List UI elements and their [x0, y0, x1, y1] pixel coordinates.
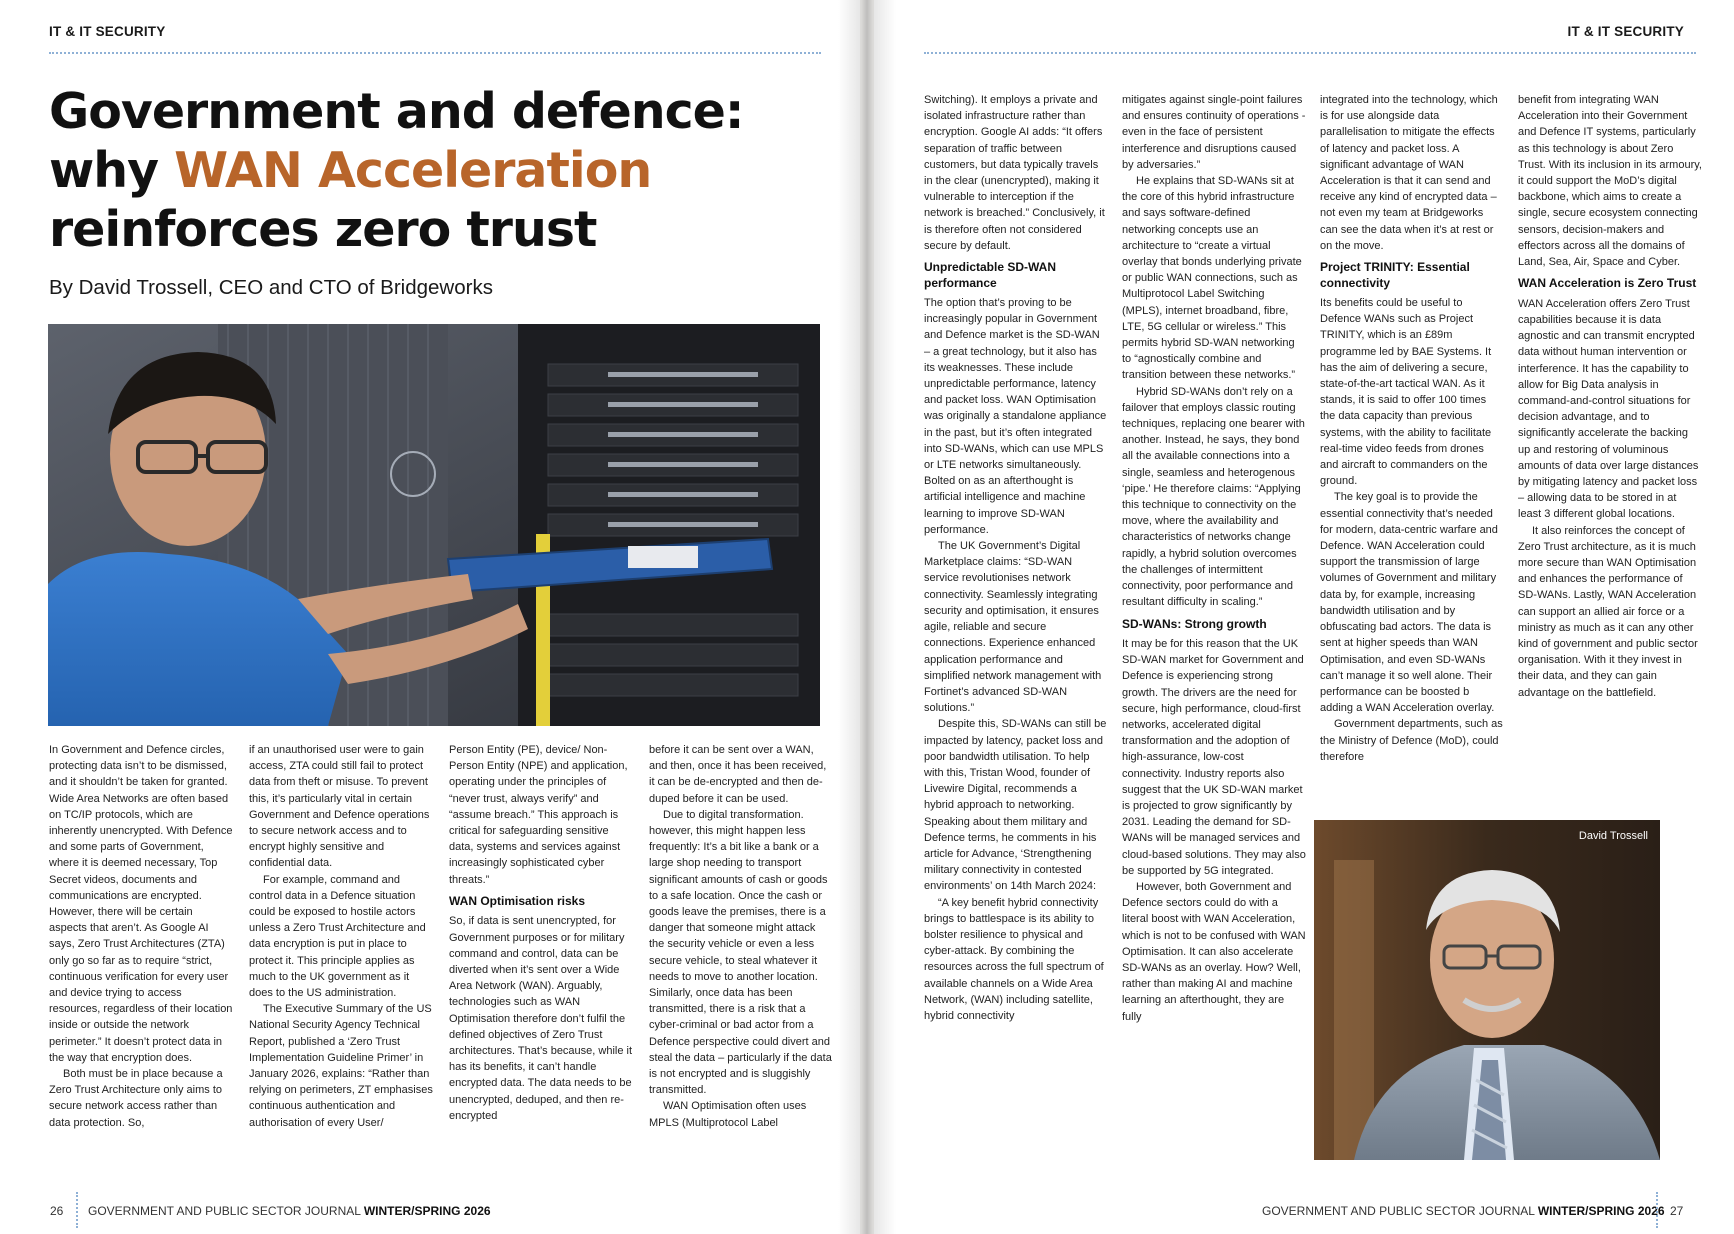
paragraph: WAN Optimisation often uses MPLS (Multiprotocol Label — [649, 1100, 807, 1129]
journal-footer — [1262, 1204, 1665, 1218]
paragraph: It also reinforces the concept of Zero Trust architecture, as it is much more secure than WAN Optimisation and enhances the performance of SD-WANs. Lastly, WAN Acceleration can support an allied air force or a ministry as much as it can any other kind of government and public sector organisation. With it they invest in their data, and they can gain advantage on the battlefield. — [1518, 524, 1698, 699]
paragraph: WAN Acceleration offers Zero Trust capabilities because it is data agnostic and can transmit encrypted data without human intervention or interference. It has the capability to allow for Big Data analysis in command-and-control situations for decision advantage, and to significantly accelerate the backing up and restoring of voluminous amounts of data over large distances by mitigating latency and packet loss – allowing data to be stored in at least 3 different global locations. — [1518, 297, 1699, 521]
journal-issue: WINTER/SPRING 2026 — [1537, 1204, 1665, 1218]
paragraph: Hybrid SD-WANs don’t rely on a failover that employs classic routing techniques, replacing one bearer with another. Instead, he says, they bond all the available connections into a single, seamless and heterogenous ‘pipe.’ He therefore claims: “Applying this technique to connectivity on the move, where the availability and characteristics of networks change rapidly, a hybrid solution overcomes the challenges of intermittent connectivity, poor performance and resultant difficulty in scaling.” — [1122, 385, 1305, 609]
paragraph: Despite this, SD-WANs can still be impacted by latency, packet loss and poor bandwidth utilisation. To help with this, Tristan Wood, founder of Livewire Digital, recommends a hybrid approach to networking. Speaking about them military and Defence terms, he comments in his article for Advance, ‘Strengthening military connectivity in contested environments’ on 14th March 2024: — [924, 718, 1107, 893]
page-number: 27 — [1670, 1204, 1684, 1218]
text-column — [1320, 92, 1504, 765]
headline-accent: WAN Acceleration — [174, 142, 652, 199]
paragraph: So, if data is sent unencrypted, for Government purposes or for military command and control, data can be diverted when it’s sent over a Wide Area Network (WAN). Arguably, technologies such as WAN Optimisation therefore don’t fulfil the defined objectives of Zero Trust architectures. That’s because, while it has its benefits, it can’t handle encrypted data. The data needs to be unencrypted, deduped, and then re-encrypted — [449, 915, 633, 1122]
paragraph: In Government and Defence circles, protecting data isn’t to be dismissed, and it shouldn’t be taken for granted. Wide Area Networks are often based on TC/IP protocols, which are inherently unencrypted. With Defence and some parts of Government, where it is deemed necessary, Top Secret videos, documents and communications are encrypted. However, there will be certain aspects that aren’t. As Google AI says, Zero Trust Architectures (ZTA) only go so far as to require “strict, continuous verification for every user and device trying to access resources, regardless of their location inside or outside the network perimeter.” It doesn’t protect data in the way that encryption does. — [49, 744, 233, 1064]
paragraph: if an unauthorised user were to gain access, ZTA could still fail to protect data from theft or misuse. To prevent this, it’s particularly vital in certain Government and Defence operations to secure network access and to encrypt highly sensitive and confidential data. — [249, 744, 430, 870]
page-number: 26 — [50, 1204, 64, 1218]
server-rack-photo — [48, 324, 820, 726]
paragraph: The Executive Summary of the US National Security Agency Technical Report, published a ‘Zero Trust Implementation Guideline Primer’ in January 2026, explains: “Rather than relying on perimeters, ZT emphasises continuous authentication and authorisation of every User/ — [249, 1003, 433, 1129]
folio-divider — [1656, 1192, 1658, 1228]
headline-line-2-prefix: why — [49, 142, 175, 199]
paragraph: It may be for this reason that the UK SD-WAN market for Government and Defence is experiencing strong growth. The drivers are the need for secure, high performance, cloud-first networks, accelerated digital transformation and the adoption of high-assurance, low-cost connectivity. Industry reports also suggest that the UK SD-WAN market is projected to grow significantly by 2031. Leading the demand for SD-WANs will be managed services and cloud-based solutions. They may also be supported by 5G integrated. — [1122, 638, 1306, 877]
paragraph: For example, command and control data in a Defence situation could be exposed to hostile actors unless a Zero Trust Architecture and data encryption is put in place to protect it. This principle applies as much to the UK government as it does to the US administration. — [249, 873, 426, 1000]
text-column — [1122, 92, 1306, 1025]
paragraph: He explains that SD-WANs sit at the core of this hybrid infrastructure and says software-defined networking concepts use an architecture to “create a virtual overlay that bonds underlying private or public WAN connections, such as Multiprotocol Label Switching (MPLS), internet broadband, fibre, LTE, 5G cellular or wireless.” This permits hybrid SD-WAN networking to “agnostically combine and transition between these networks.” — [1122, 175, 1302, 382]
journal-issue: WINTER/SPRING 2026 — [363, 1204, 491, 1218]
section-heading: Unpredictable SD-WAN performance — [924, 260, 1057, 290]
headline-line-1: Government and defence: — [49, 83, 744, 140]
journal-name: GOVERNMENT AND PUBLIC SECTOR JOURNAL — [88, 1204, 361, 1218]
paragraph: mitigates against single-point failures and ensures continuity of operations - even in the face of persistent interference and disruptions caused by adversaries.” — [1122, 94, 1306, 171]
text-column — [249, 742, 433, 1131]
paragraph: Switching). It employs a private and isolated infrastructure rather than encryption. Google AI adds: “It offers separation of traffic between customers, but data typically travels in the clear (unencrypted), making it vulnerable to interception if the network is breached.” Conclusively, it is therefore often not considered secure by default. — [924, 94, 1105, 252]
text-column — [1518, 92, 1702, 701]
journal-footer — [88, 1204, 491, 1218]
paragraph: before it can be sent over a WAN, and then, once it has been received, it can be de-encrypted and then de-duped before it can be used. — [649, 744, 827, 805]
paragraph: The key goal is to provide the essential connectivity that’s needed for modern, data-centric warfare and Defence. WAN Acceleration could support the transmission of large volumes of Government and military data by, for example, increasing bandwidth utilisation and by obfuscating bad actors. The data is sent at higher speeds than WAN Optimisation, and even SD-WANs can’t manage it so well alone. Their performance can be boosted b adding a WAN Acceleration overlay. — [1320, 491, 1498, 715]
text-column — [649, 742, 833, 1131]
paragraph: integrated into the technology, which is for use alongside data parallelisation to mitigate the effects of latency and packet loss. A significant advantage of WAN Acceleration is that it can send and receive any kind of encrypted data – not even my team at Bridgeworks can see the data when it’s at rest or on the move. — [1320, 94, 1498, 252]
left-page — [0, 0, 860, 1234]
paragraph: Due to digital transformation. however, this might happen less frequently: It’s a bit like a bank or a large shop needing to transport significant amounts of cash or goods to a safe location. Once the cash or goods leave the premises, there is a danger that someone might attack the security vehicle or even a less secure vehicle, to steal whatever it needs to move to another location. Similarly, once data has been transmitted, there is a risk that a cyber-criminal or bad actor from a Defence perspective could divert and steal the data – particularly if the data is not encrypted and is sluggishly transmitted. — [649, 808, 832, 1097]
paragraph: Person Entity (PE), device/ Non-Person Entity (NPE) and application, operating under the principles of “never trust, always verify” and “assume breach.” This approach is critical for safeguarding sensitive data, systems and services against increasingly sophisticated cyber threats.” — [449, 744, 628, 886]
headline — [49, 82, 789, 259]
headline-line-3: reinforces zero trust — [49, 201, 597, 258]
paragraph: However, both Government and Defence sectors could do with a literal boost with WAN Acceleration, which is not to be confused with WAN Optimisation. It can also accelerate SD-WANs as an overlay. How? Well, rather than making AI and machine learning an afterthought, they are fully — [1122, 881, 1306, 1023]
section-label: IT & IT SECURITY — [1567, 24, 1684, 39]
byline: By David Trossell, CEO and CTO of Bridgeworks — [49, 276, 493, 299]
journal-name: GOVERNMENT AND PUBLIC SECTOR JOURNAL — [1262, 1204, 1535, 1218]
paragraph: Its benefits could be useful to Defence WANs such as Project TRINITY, which is an £89m programme led by BAE Systems. It has the aim of delivering a secure, state-of-the-art tactical WAN. As it stands, it is said to offer 100 times the data capacity than previous systems, with the ability to facilitate real-time video feeds from drones and aircraft to commanders on the ground. — [1320, 297, 1492, 488]
section-heading: SD-WANs: Strong growth — [1122, 616, 1267, 631]
text-column — [924, 92, 1108, 1024]
section-heading: WAN Acceleration is Zero Trust — [1518, 276, 1697, 291]
paragraph: Government departments, such as the Ministry of Defence (MoD), could therefore — [1320, 718, 1503, 763]
text-column — [49, 742, 233, 1131]
portrait-photo — [1314, 820, 1660, 1160]
spine-shadow — [838, 0, 896, 1234]
portrait-caption: David Trossell — [1578, 830, 1648, 842]
header-rule — [49, 52, 821, 54]
paragraph: The UK Government’s Digital Marketplace claims: “SD-WAN service revolutionises network connectivity. Seamlessly integrating security and optimisation, it ensures agile, reliable and secure connections. Experience enhanced application performance and simplified network management with Fortinet’s advanced SD-WAN solutions.” — [924, 540, 1102, 715]
paragraph: “A key benefit hybrid connectivity brings to battlespace is its ability to bolster resilience to physical and cyber-attack. By combining the resources across the full spectrum of available channels on a Wide Area Network, (WAN) including satellite, hybrid connectivity — [924, 896, 1104, 1022]
section-label: IT & IT SECURITY — [49, 24, 166, 39]
paragraph: The option that’s proving to be increasingly popular in Government and Defence market is the SD-WAN – a great technology, but it also has its weaknesses. These include unpredictable performance, latency and packet loss. WAN Optimisation was originally a standalone appliance in the past, but it’s often integrated into SD-WANs, which can use MPLS or LTE networks simultaneously. Bolted on as an afterthought is artificial intelligence and machine learning to improve SD-WAN performance. — [924, 297, 1107, 536]
text-column — [449, 742, 633, 1124]
section-heading: WAN Optimisation risks — [449, 893, 586, 908]
section-heading: Project TRINITY: Essential connectivity — [1320, 260, 1470, 290]
paragraph: benefit from integrating WAN Acceleration into their Government and Defence IT systems, particularly as this technology is about Zero Trust. With its inclusion in its armoury, it could support the MoD’s digital backbone, which aims to create a single, secure ecosystem connecting sensors, decision-makers and effectors across all the domains of Land, Sea, Air, Space and Cyber. — [1518, 94, 1702, 269]
right-page — [874, 0, 1734, 1234]
header-rule — [924, 52, 1696, 54]
paragraph: Both must be in place because a Zero Trust Architecture only aims to secure network access rather than data protection. So, — [49, 1068, 223, 1129]
folio-divider — [76, 1192, 78, 1228]
